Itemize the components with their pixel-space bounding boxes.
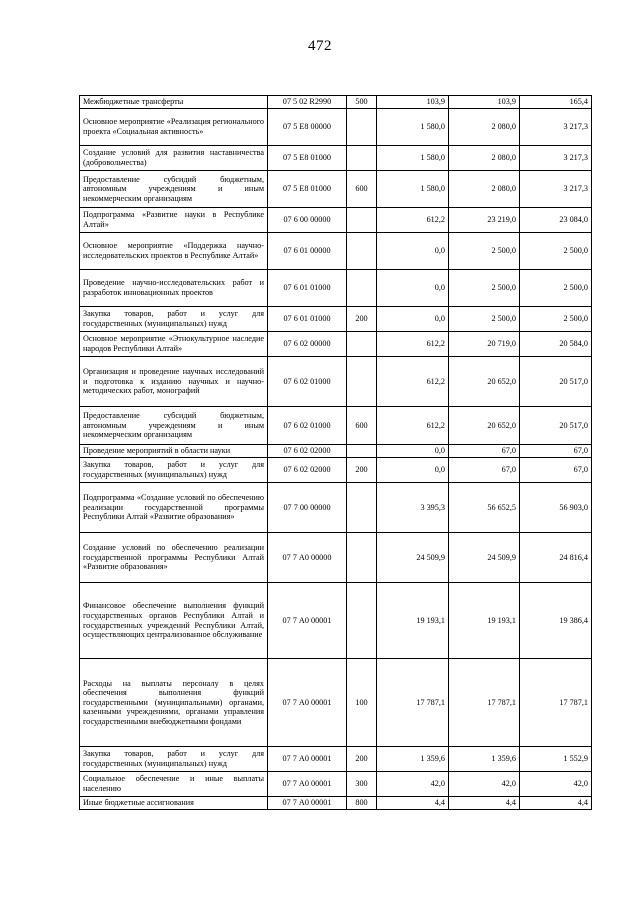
row-expense-type: 300 [347, 772, 377, 797]
row-value-3: 20 517,0 [520, 407, 592, 445]
row-value-3: 3 217,3 [520, 109, 592, 146]
row-value-3: 19 386,4 [520, 583, 592, 659]
row-value-1: 612,2 [377, 407, 449, 445]
row-value-1: 1 580,0 [377, 171, 449, 208]
table-row [80, 270, 592, 307]
row-expense-type [347, 533, 377, 583]
row-expense-type [347, 583, 377, 659]
table-row [80, 171, 592, 208]
row-value-1: 0,0 [377, 270, 449, 307]
row-value-2: 2 080,0 [449, 171, 520, 208]
row-expense-type [347, 445, 377, 458]
table-row [80, 445, 592, 458]
row-name: Закупка товаров, работ и услуг для государственных (муниципальных) нужд [80, 458, 268, 483]
table-row [80, 307, 592, 332]
row-expense-type: 600 [347, 171, 377, 208]
page-number: 472 [308, 38, 332, 54]
row-code: 07 7 А0 00001 [268, 772, 347, 797]
row-code: 07 6 02 02000 [268, 458, 347, 483]
row-value-1: 19 193,1 [377, 583, 449, 659]
table-row [80, 772, 592, 797]
row-value-2: 20 652,0 [449, 357, 520, 407]
row-expense-type: 800 [347, 797, 377, 810]
row-code: 07 6 02 02000 [268, 445, 347, 458]
row-expense-type [347, 208, 377, 233]
row-value-1: 17 787,1 [377, 659, 449, 747]
row-name: Предоставление субсидий бюджетным, автономным учреждениям и иным некоммерческим организациям [80, 171, 268, 208]
row-value-1: 3 395,3 [377, 483, 449, 533]
row-name: Подпрограмма «Создание условий по обеспечению реализации государственной программы Республики Алтай «Развитие образования» [80, 483, 268, 533]
row-value-2: 17 787,1 [449, 659, 520, 747]
row-value-1: 1 359,6 [377, 747, 449, 772]
row-value-3: 2 500,0 [520, 233, 592, 270]
table-row [80, 483, 592, 533]
row-value-2: 20 719,0 [449, 332, 520, 357]
table-row [80, 109, 592, 146]
row-value-2: 2 500,0 [449, 270, 520, 307]
row-code: 07 6 02 00000 [268, 332, 347, 357]
row-code: 07 6 01 00000 [268, 233, 347, 270]
row-value-3: 67,0 [520, 458, 592, 483]
row-expense-type: 600 [347, 407, 377, 445]
row-value-3: 3 217,3 [520, 146, 592, 171]
row-expense-type: 200 [347, 458, 377, 483]
row-code: 07 6 02 01000 [268, 407, 347, 445]
row-value-2: 2 500,0 [449, 233, 520, 270]
table-row [80, 96, 592, 109]
row-value-3: 56 903,0 [520, 483, 592, 533]
row-value-3: 23 084,0 [520, 208, 592, 233]
row-value-3: 67,0 [520, 445, 592, 458]
row-value-3: 4,4 [520, 797, 592, 810]
row-expense-type [347, 332, 377, 357]
row-name: Закупка товаров, работ и услуг для государственных (муниципальных) нужд [80, 307, 268, 332]
row-expense-type [347, 146, 377, 171]
row-name: Основное мероприятие «Реализация регионального проекта «Социальная активность» [80, 109, 268, 146]
row-value-2: 20 652,0 [449, 407, 520, 445]
row-code: 07 5 02 R2990 [268, 96, 347, 109]
row-code: 07 7 А0 00000 [268, 533, 347, 583]
row-value-1: 612,2 [377, 208, 449, 233]
row-name: Создание условий для развития наставничества (добровольчества) [80, 146, 268, 171]
row-value-1: 0,0 [377, 445, 449, 458]
table-row [80, 357, 592, 407]
table-row [80, 747, 592, 772]
row-name: Подпрограмма «Развитие науки в Республике Алтай» [80, 208, 268, 233]
row-value-3: 17 787,1 [520, 659, 592, 747]
row-value-1: 0,0 [377, 458, 449, 483]
row-name: Расходы на выплаты персоналу в целях обеспечения выполнения функций государственными (муниципальными) органами, казенными учреждениями, органами управления государственными внебюджетными фондами [80, 659, 268, 747]
table-row [80, 233, 592, 270]
budget-table-body [80, 96, 592, 810]
row-code: 07 7 А0 00001 [268, 659, 347, 747]
row-name: Межбюджетные трансферты [80, 96, 268, 109]
row-value-3: 2 500,0 [520, 307, 592, 332]
row-value-1: 0,0 [377, 307, 449, 332]
row-name: Основное мероприятие «Поддержка научно-исследовательских проектов в Республике Алтай» [80, 233, 268, 270]
row-expense-type: 200 [347, 747, 377, 772]
row-value-2: 23 219,0 [449, 208, 520, 233]
row-name: Социальное обеспечение и иные выплаты населению [80, 772, 268, 797]
row-code: 07 7 00 00000 [268, 483, 347, 533]
row-code: 07 7 А0 00001 [268, 747, 347, 772]
row-value-2: 1 359,6 [449, 747, 520, 772]
row-code: 07 7 А0 00001 [268, 797, 347, 810]
budget-table [79, 95, 592, 810]
row-code: 07 7 А0 00001 [268, 583, 347, 659]
row-value-2: 103,9 [449, 96, 520, 109]
row-expense-type: 200 [347, 307, 377, 332]
table-row [80, 332, 592, 357]
row-value-2: 42,0 [449, 772, 520, 797]
row-value-2: 4,4 [449, 797, 520, 810]
row-value-3: 3 217,3 [520, 171, 592, 208]
row-name: Закупка товаров, работ и услуг для государственных (муниципальных) нужд [80, 747, 268, 772]
row-name: Иные бюджетные ассигнования [80, 797, 268, 810]
row-name: Предоставление субсидий бюджетным, автономным учреждениям и иным некоммерческим организациям [80, 407, 268, 445]
row-value-1: 1 580,0 [377, 146, 449, 171]
row-expense-type: 500 [347, 96, 377, 109]
row-expense-type: 100 [347, 659, 377, 747]
row-value-3: 42,0 [520, 772, 592, 797]
row-code: 07 6 00 00000 [268, 208, 347, 233]
row-value-2: 24 509,9 [449, 533, 520, 583]
row-name: Проведение мероприятий в области науки [80, 445, 268, 458]
row-name: Финансовое обеспечение выполнения функций государственных органов Республики Алтай и государственных учреждений Республики Алтай, осуществляющих централизованное обслуживание [80, 583, 268, 659]
row-value-3: 20 517,0 [520, 357, 592, 407]
row-expense-type [347, 233, 377, 270]
table-row [80, 583, 592, 659]
row-value-3: 20 584,0 [520, 332, 592, 357]
table-row [80, 797, 592, 810]
row-value-2: 56 652,5 [449, 483, 520, 533]
table-row [80, 659, 592, 747]
table-row [80, 407, 592, 445]
row-value-2: 67,0 [449, 458, 520, 483]
row-value-1: 4,4 [377, 797, 449, 810]
row-code: 07 5 E8 00000 [268, 109, 347, 146]
row-code: 07 6 01 01000 [268, 270, 347, 307]
table-row [80, 146, 592, 171]
row-code: 07 6 01 01000 [268, 307, 347, 332]
row-value-3: 1 552,9 [520, 747, 592, 772]
row-value-1: 612,2 [377, 332, 449, 357]
row-value-1: 0,0 [377, 233, 449, 270]
row-value-1: 103,9 [377, 96, 449, 109]
row-name: Организация и проведение научных исследований и подготовка к изданию научных и научно-методических работ, монографий [80, 357, 268, 407]
row-value-2: 19 193,1 [449, 583, 520, 659]
row-value-2: 2 500,0 [449, 307, 520, 332]
row-expense-type [347, 357, 377, 407]
row-code: 07 5 E8 01000 [268, 146, 347, 171]
row-expense-type [347, 483, 377, 533]
row-value-1: 612,2 [377, 357, 449, 407]
table-row [80, 208, 592, 233]
row-value-2: 2 080,0 [449, 109, 520, 146]
row-name: Проведение научно-исследовательских работ и разработок инновационных проектов [80, 270, 268, 307]
table-row [80, 533, 592, 583]
row-name: Основное мероприятие «Этнокультурное наследие народов Республики Алтай» [80, 332, 268, 357]
row-code: 07 5 E8 01000 [268, 171, 347, 208]
row-value-1: 42,0 [377, 772, 449, 797]
row-value-3: 165,4 [520, 96, 592, 109]
row-value-1: 1 580,0 [377, 109, 449, 146]
row-value-2: 67,0 [449, 445, 520, 458]
row-code: 07 6 02 01000 [268, 357, 347, 407]
table-row [80, 458, 592, 483]
row-value-3: 24 816,4 [520, 533, 592, 583]
row-expense-type [347, 270, 377, 307]
row-value-1: 24 509,9 [377, 533, 449, 583]
row-value-3: 2 500,0 [520, 270, 592, 307]
row-name: Создание условий по обеспечению реализации государственной программы Республики Алтай «Развитие образования» [80, 533, 268, 583]
row-value-2: 2 080,0 [449, 146, 520, 171]
row-expense-type [347, 109, 377, 146]
